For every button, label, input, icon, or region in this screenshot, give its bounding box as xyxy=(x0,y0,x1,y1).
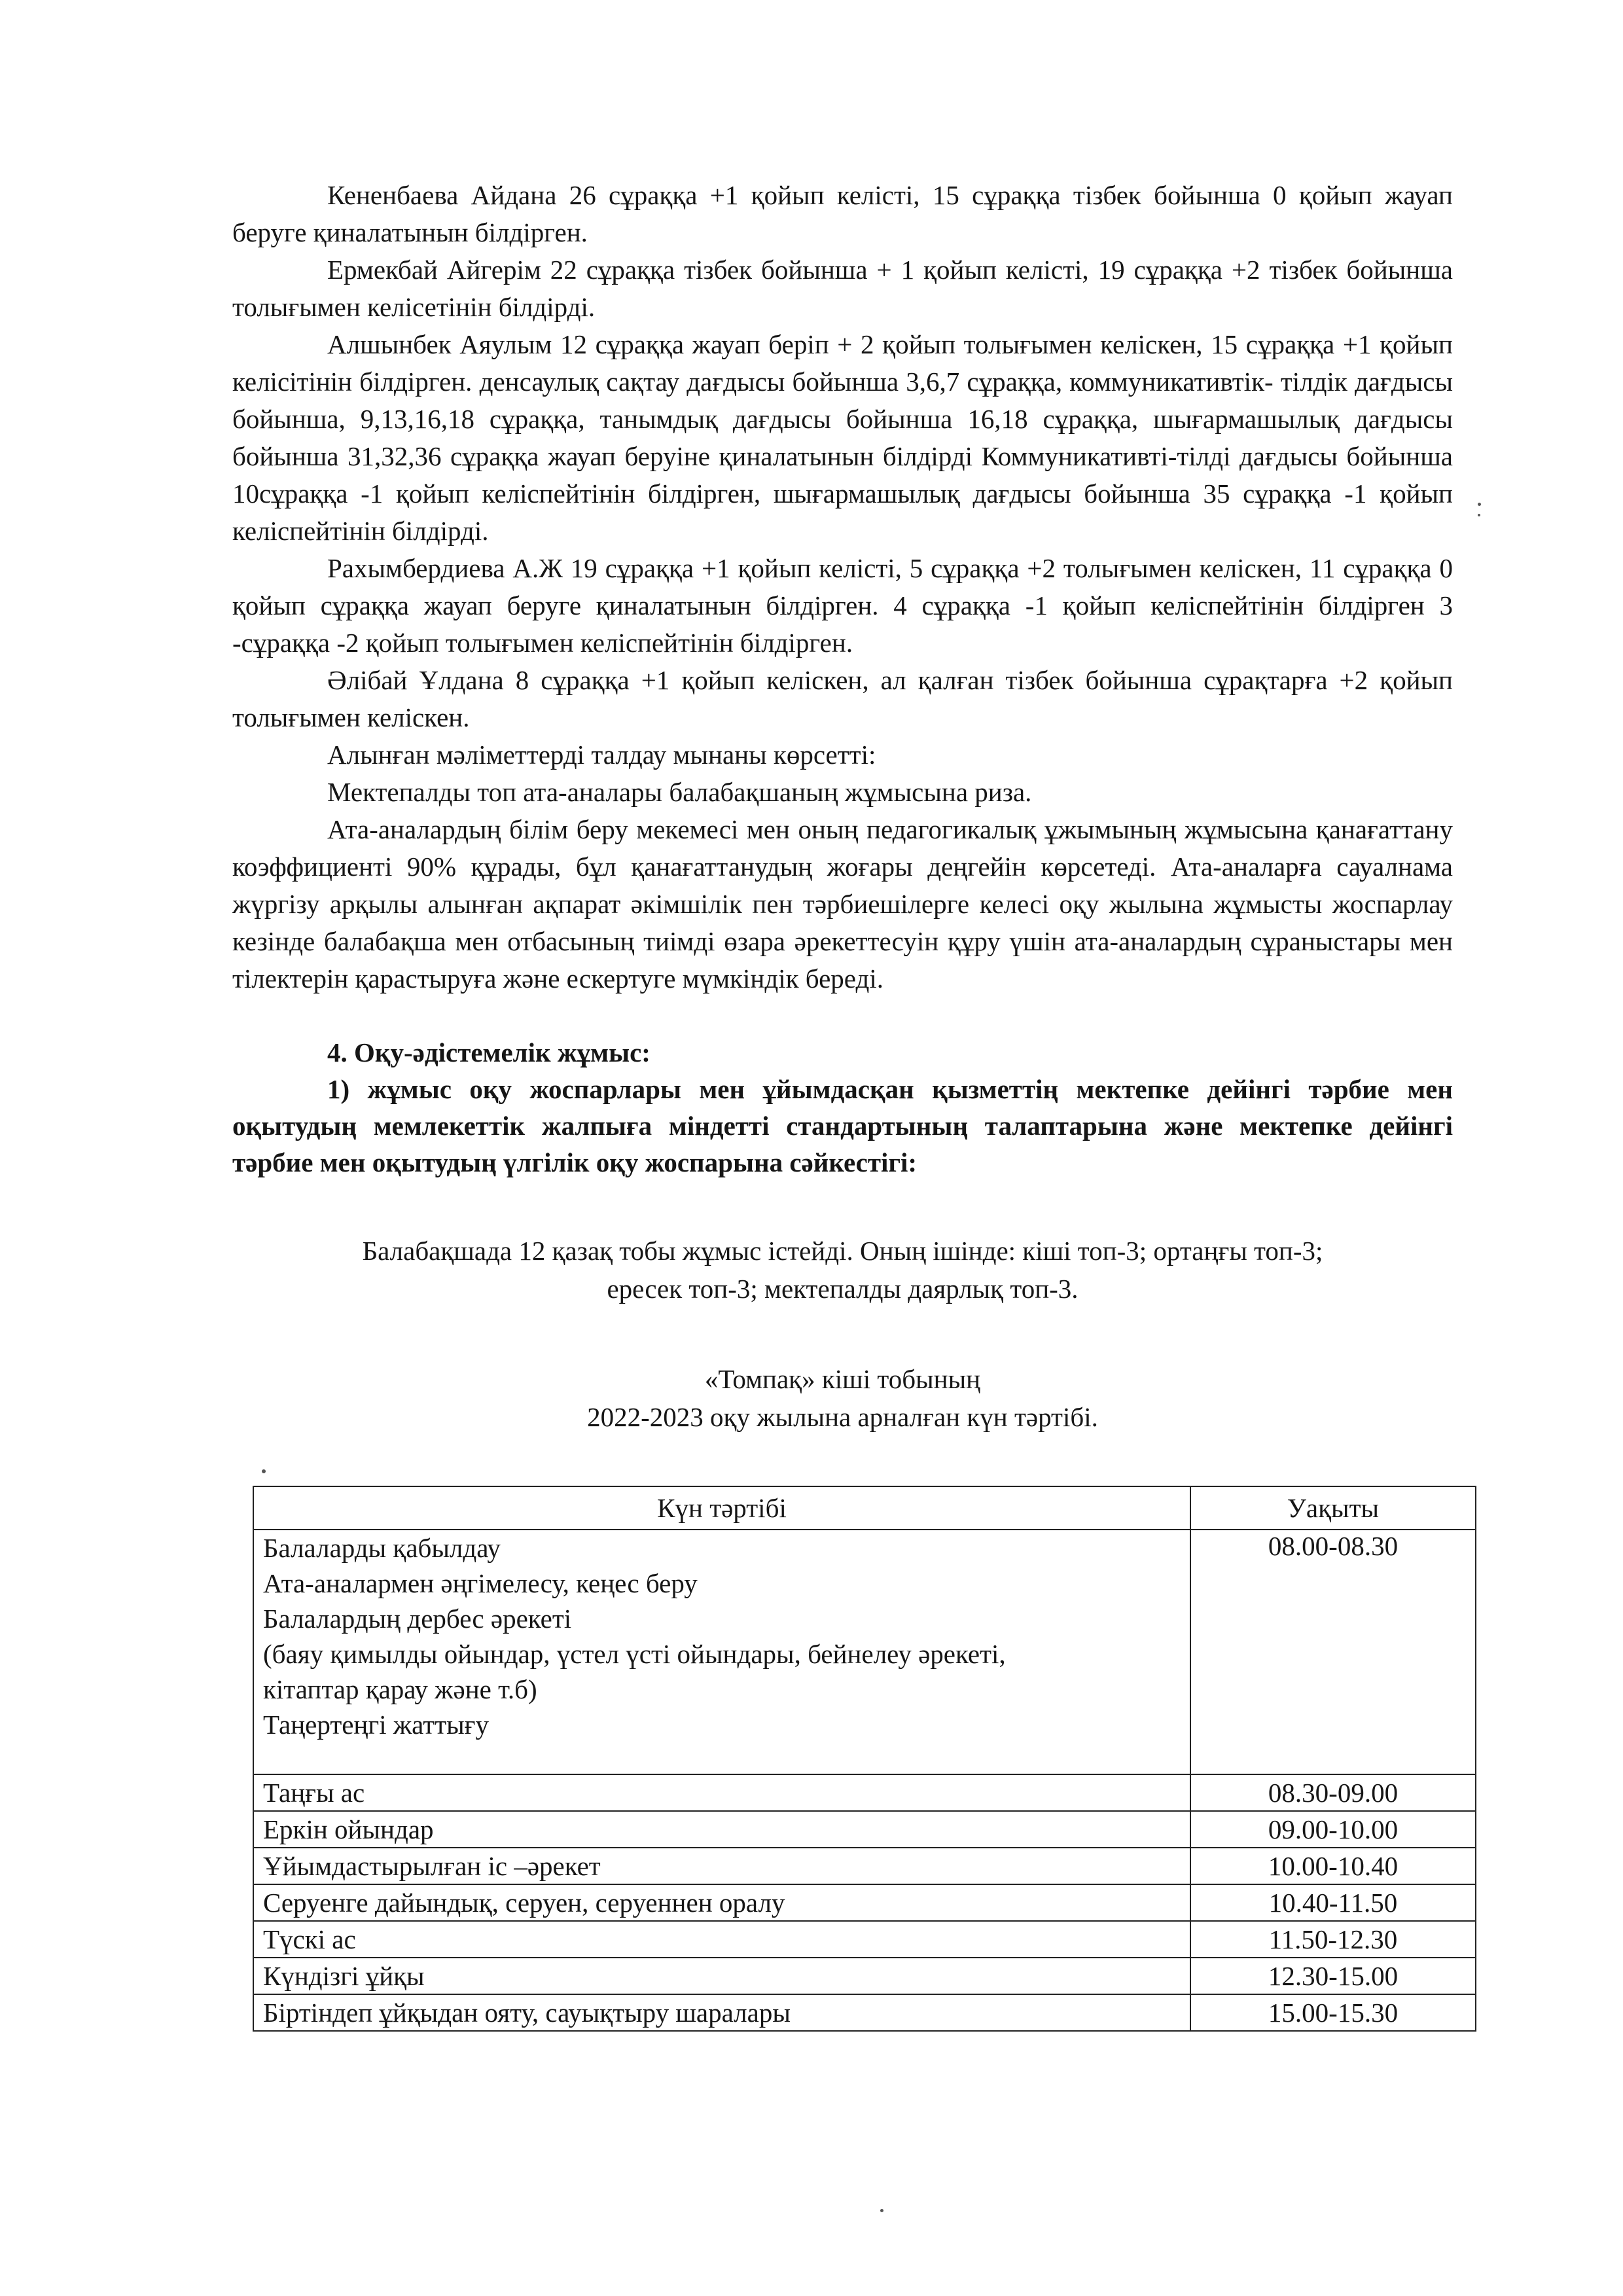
table-row xyxy=(253,1848,1476,1884)
time-cell: 10.00-10.40 xyxy=(1190,1848,1476,1884)
scan-speck xyxy=(1478,503,1481,506)
section-heading: 4. Оқу-әдістемелік жұмыс: xyxy=(327,1037,651,1067)
table-row xyxy=(253,1994,1476,2031)
activity-cell: Түскі ас xyxy=(253,1921,1190,1958)
table-row xyxy=(253,1774,1476,1811)
activity-line: Балалардың дербес әрекеті xyxy=(263,1604,572,1634)
time-cell: 11.50-12.30 xyxy=(1190,1921,1476,1958)
table-row xyxy=(253,1811,1476,1848)
schedule-caption-line2: 2022-2023 оқу жылына арналған күн тәртібі. xyxy=(587,1402,1098,1432)
time-cell: 10.40-11.50 xyxy=(1190,1884,1476,1921)
paragraph-rakhymberdieva: Рахымбердиева А.Ж 19 сұраққа +1 қойып келісті, 5 сұраққа +2 толығымен келіскен, 11 сұраққа 0 қойып сұраққа жауап беруге қиналатынын білдірген. 4 сұраққа -1 қойып келіспейтінін білдірген 3 -сұраққа -2 қойып толығымен келіспейтінін білдірген. xyxy=(232,553,1453,658)
table-row xyxy=(253,1958,1476,1994)
paragraph-ermekbay: Ермекбай Айгерім 22 сұраққа тізбек бойынша + 1 қойып келісті, 19 сұраққа +2 тізбек бойынша толығымен келісетінін білдірді. xyxy=(232,255,1453,322)
header-time: Уақыты xyxy=(1190,1486,1476,1530)
first-row-time: 08.00-08.30 xyxy=(1190,1530,1476,1774)
activity-cell: Біртіндеп ұйқыдан ояту, сауықтыру шаралары xyxy=(253,1994,1190,2031)
header-daily-routine: Күн тәртібі xyxy=(253,1486,1190,1530)
scan-speck xyxy=(880,2209,883,2212)
activity-line: (баяу қимылды ойындар, үстел үсті ойындары, бейнелеу әрекеті, xyxy=(263,1639,1006,1669)
time-cell: 08.30-09.00 xyxy=(1190,1774,1476,1811)
paragraph-satisfaction: Мектепалды топ ата-аналары балабақшаның жұмысына риза. xyxy=(327,777,1032,807)
scan-speck xyxy=(262,1469,266,1473)
paragraph-alibay: Әлібай Ұлдана 8 сұраққа +1 қойып келіскен, ал қалған тізбек бойынша сұрақтарға +2 қойып толығымен келіскен. xyxy=(232,665,1453,732)
schedule-caption-line1: «Томпақ» кіші тобының xyxy=(704,1364,981,1394)
activity-cell: Күндізгі ұйқы xyxy=(253,1958,1190,1994)
body-text xyxy=(232,177,1453,1436)
activity-cell: Ұйымдастырылған іс –әрекет xyxy=(253,1848,1190,1884)
table-row xyxy=(253,1530,1476,1774)
activity-cell: Таңғы ас xyxy=(253,1774,1190,1811)
activity-line: Ата-аналармен әңгімелесу, кеңес беру xyxy=(263,1568,698,1598)
table-row xyxy=(253,1921,1476,1958)
subsection-heading: 1) жұмыс оқу жоспарлары мен ұйымдасқан қызметтің мектепке дейінгі тәрбие мен оқытудың мемлекеттік жалпыға міндетті стандартының талаптарына және мектепке дейінгі тәрбие мен оқытудың үлгілік оқу жоспарына сәйкестігі: xyxy=(232,1074,1453,1177)
paragraph-kenenbaeva: Кененбаева Айдана 26 сұраққа +1 қойып келісті, 15 сұраққа тізбек бойынша 0 қойып жауап беруге қиналатынын білдірген. xyxy=(232,180,1453,247)
activity-cell: Серуенге дайындық, серуен, серуеннен оралу xyxy=(253,1884,1190,1921)
paragraph-analysis-intro: Алынған мәліметтерді талдау мынаны көрсетті: xyxy=(327,740,876,770)
table-header-row xyxy=(253,1486,1476,1530)
time-cell: 09.00-10.00 xyxy=(1190,1811,1476,1848)
activity-line: кітаптар қарау және т.б) xyxy=(263,1674,537,1704)
paragraph-coefficient: Ата-аналардың білім беру мекемесі мен оның педагогикалық ұжымының жұмысына қанағаттану коэффициенті 90% құрады, бұл қанағаттанудың жоғары деңгейін көрсетеді. Ата-аналарға сауалнама жүргізу арқылы алынған ақпарат әкімшілік пен тәрбиешілерге келесі оқу жылына жұмысты жоспарлау кезінде балабақша мен отбасының тиімді өзара әрекеттесуін құру үшін ата-аналардың сұраныстары мен тілектерін қарастыруға және ескертуге мүмкіндік береді. xyxy=(232,814,1453,994)
paragraph-alshynbek: Алшынбек Аяулым 12 сұраққа жауап беріп + 2 қойып толығымен келіскен, 15 сұраққа +1 қойып келісітінін білдірген. денсаулық сақтау дағдысы бойынша 3,6,7 сұраққа, коммуникативтік- тілдік дағдысы бойынша, 9,13,16,18 сұраққа, танымдық дағдысы бойынша 16,18 сұраққа, шығармашылық дағдысы бойынша 31,32,36 сұраққа жауап беруіне қиналатынын білдірді Коммуникативті-тілді дағдысы бойынша 10сұраққа -1 қойып келіспейтінін білдірген, шығармашылық дағдысы бойынша 35 сұраққа -1 қойып келіспейтінін білдірді. xyxy=(232,329,1453,546)
table-row xyxy=(253,1884,1476,1921)
time-cell: 15.00-15.30 xyxy=(1190,1994,1476,2031)
time-cell: 12.30-15.00 xyxy=(1190,1958,1476,1994)
daily-schedule-table xyxy=(253,1486,1476,2032)
activity-line: Балаларды қабылдау xyxy=(263,1533,501,1563)
groups-intro-line1: Балабақшада 12 қазақ тобы жұмыс істейді. Оның ішінде: кіші топ-3; ортаңғы топ-3; xyxy=(362,1236,1323,1266)
groups-intro-line2: ересек топ-3; мектепалды даярлық топ-3. xyxy=(607,1274,1079,1304)
first-row-activities xyxy=(253,1530,1190,1774)
activity-cell: Еркін ойындар xyxy=(253,1811,1190,1848)
scan-speck xyxy=(1478,514,1480,516)
activity-line: Таңертеңгі жаттығу xyxy=(263,1710,489,1740)
